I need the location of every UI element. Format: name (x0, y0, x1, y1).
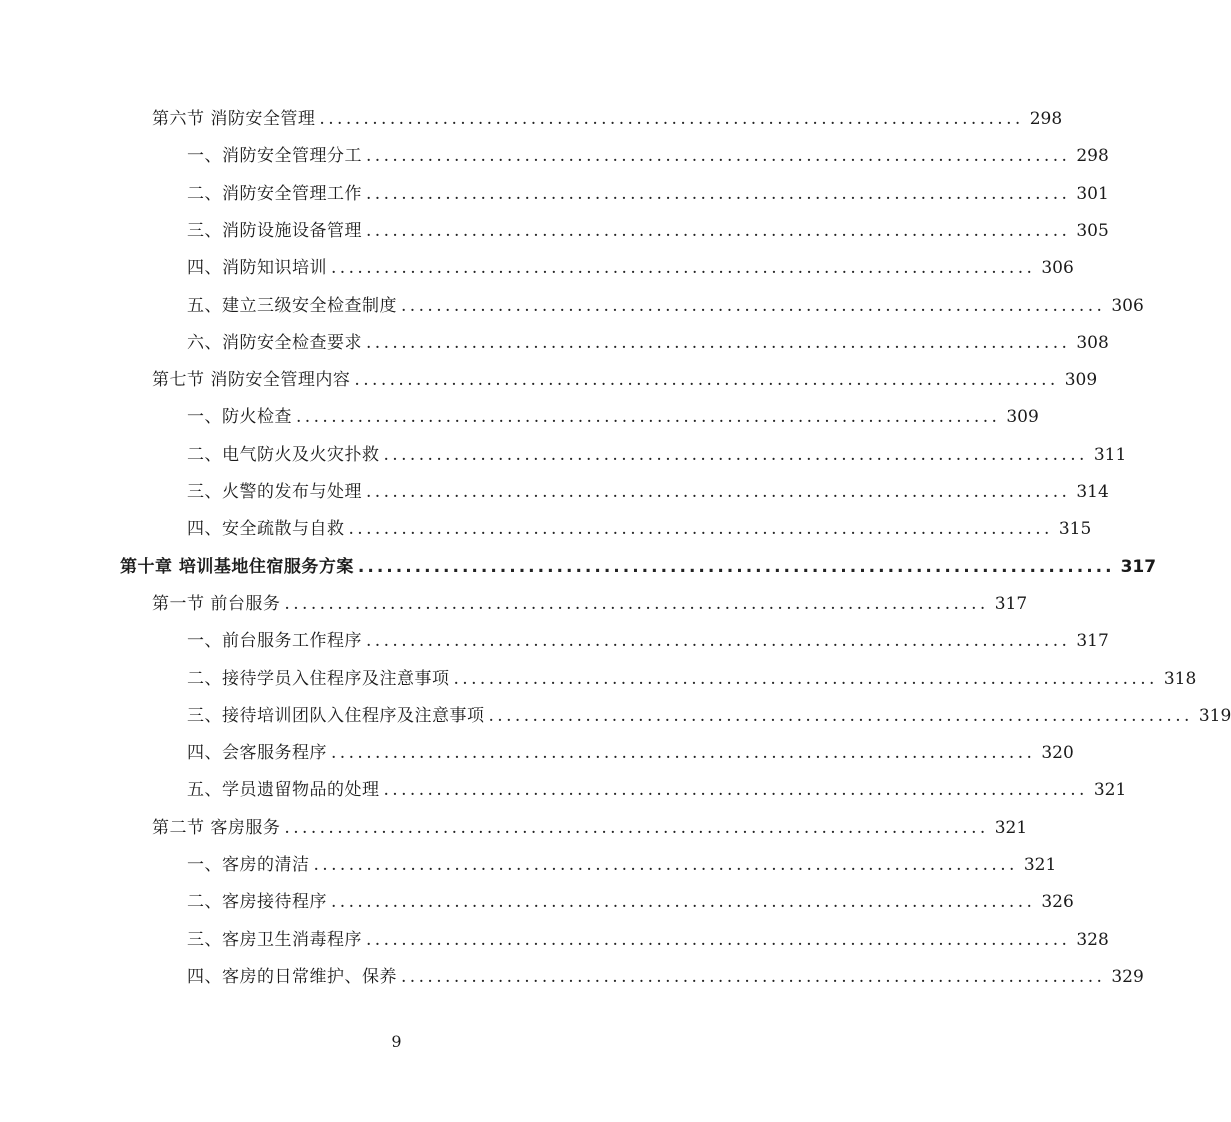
toc-entry-title: 二、客房接待程序 (187, 892, 327, 913)
toc-entry-page: 329 (1111, 966, 1144, 987)
toc-entry-title: 三、消防设施设备管理 (187, 220, 362, 241)
toc-dot-leader: ................................................................................ (366, 929, 1071, 950)
toc-entry-title: 二、电气防火及火灾扑救 (187, 444, 380, 465)
toc-dot-leader: ................................................................................ (331, 743, 1036, 764)
toc-item-entry[interactable] (187, 440, 1127, 470)
toc-entry-page: 319 (1198, 705, 1231, 726)
toc-entry-page: 321 (1023, 855, 1057, 875)
toc-entry-title: 三、客房卫生消毒程序 (187, 929, 362, 950)
toc-entry-title: 一、防火检查 (187, 407, 292, 428)
toc-item-entry[interactable] (187, 328, 1109, 358)
toc-entry-title: 第十章 培训基地住宿服务方案 (120, 556, 354, 577)
toc-entry-page: 321 (1093, 780, 1127, 801)
toc-item-entry[interactable] (187, 738, 1074, 768)
toc-item-entry[interactable] (187, 850, 1057, 880)
toc-entry-page: 305 (1076, 220, 1109, 241)
toc-item-entry[interactable] (187, 626, 1109, 656)
toc-section-entry[interactable] (152, 365, 1098, 395)
toc-entry-page: 321 (994, 817, 1028, 838)
toc-dot-leader: ................................................................................ (453, 668, 1158, 689)
toc-item-entry[interactable] (187, 925, 1109, 955)
toc-entry-title: 四、客房的日常维护、保养 (187, 966, 397, 987)
toc-dot-leader: ................................................................................ (366, 482, 1071, 502)
toc-entry-page: 309 (1006, 407, 1039, 428)
toc-dot-leader: ................................................................................ (354, 370, 1059, 391)
toc-item-entry[interactable] (187, 477, 1109, 507)
toc-entry-page: 315 (1058, 519, 1092, 540)
toc-entry-title: 三、接待培训团队入住程序及注意事项 (187, 705, 485, 726)
toc-entry-page: 317 (1120, 556, 1157, 577)
toc-entry-title: 第七节 消防安全管理内容 (152, 370, 351, 391)
toc-entry-page: 317 (1076, 631, 1109, 652)
toc-entry-title: 四、消防知识培训 (187, 258, 327, 279)
toc-item-entry[interactable] (187, 291, 1144, 321)
toc-entry-page: 314 (1076, 482, 1109, 502)
toc-section-entry[interactable] (152, 589, 1028, 619)
toc-entry-title: 六、消防安全检查要求 (187, 332, 362, 353)
toc-item-entry[interactable] (187, 141, 1109, 171)
toc-dot-leader: ................................................................................ (357, 556, 1115, 577)
toc-entry-page: 320 (1041, 743, 1074, 764)
toc-entry-title: 二、消防安全管理工作 (187, 183, 362, 204)
toc-dot-leader: ................................................................................ (284, 817, 989, 838)
toc-dot-leader: ................................................................................ (348, 519, 1053, 540)
toc-dot-leader: ................................................................................ (313, 855, 1018, 875)
toc-entry-page: 328 (1076, 929, 1109, 950)
toc-item-entry[interactable] (187, 253, 1074, 283)
toc-dot-leader: ................................................................................ (319, 109, 1024, 129)
toc-entry-page: 306 (1041, 258, 1074, 279)
toc-entry-title: 一、前台服务工作程序 (187, 631, 362, 652)
toc-entry-page: 306 (1111, 295, 1144, 316)
toc-entry-page: 298 (1029, 109, 1063, 129)
toc-item-entry[interactable] (187, 962, 1144, 992)
toc-dot-leader: ................................................................................ (331, 892, 1036, 913)
toc-item-entry[interactable] (187, 514, 1092, 544)
toc-item-entry[interactable] (187, 664, 1197, 694)
toc-dot-leader: ................................................................................ (383, 780, 1088, 801)
toc-dot-leader: ................................................................................ (366, 631, 1071, 652)
toc-entry-page: 301 (1076, 183, 1109, 204)
toc-dot-leader: ................................................................................ (488, 705, 1193, 726)
toc-entry-page: 298 (1076, 146, 1109, 167)
toc-dot-leader: ................................................................................ (366, 146, 1071, 167)
toc-dot-leader: ................................................................................ (366, 220, 1071, 241)
toc-dot-leader: ................................................................................ (383, 444, 1088, 465)
toc-entry-title: 五、学员遗留物品的处理 (187, 780, 380, 801)
toc-entry-title: 第一节 前台服务 (152, 593, 281, 614)
toc-entry-title: 一、消防安全管理分工 (187, 146, 362, 167)
toc-entry-page: 326 (1041, 892, 1074, 913)
toc-item-entry[interactable] (187, 216, 1109, 246)
toc-chapter-entry[interactable] (120, 552, 1157, 582)
toc-item-entry[interactable] (187, 701, 1231, 731)
toc-entry-title: 第二节 客房服务 (152, 817, 281, 838)
toc-entry-title: 四、安全疏散与自救 (187, 519, 345, 540)
toc-dot-leader: ................................................................................ (284, 593, 989, 614)
toc-item-entry[interactable] (187, 402, 1039, 432)
page-number: 9 (391, 1032, 402, 1051)
toc-dot-leader: ................................................................................ (401, 966, 1106, 987)
toc-entry-title: 二、接待学员入住程序及注意事项 (187, 668, 450, 689)
toc-item-entry[interactable] (187, 887, 1074, 917)
toc-item-entry[interactable] (187, 179, 1109, 209)
toc-entry-page: 318 (1163, 668, 1197, 689)
toc-entry-title: 三、火警的发布与处理 (187, 482, 362, 502)
toc-dot-leader: ................................................................................ (331, 258, 1036, 279)
toc-entry-page: 309 (1064, 370, 1098, 391)
toc-entry-page: 311 (1093, 444, 1127, 465)
toc-entry-title: 四、会客服务程序 (187, 743, 327, 764)
toc-dot-leader: ................................................................................ (296, 407, 1001, 428)
toc-entry-page: 308 (1076, 332, 1109, 353)
toc-dot-leader: ................................................................................ (366, 183, 1071, 204)
toc-entry-title: 五、建立三级安全检查制度 (187, 295, 397, 316)
toc-entry-title: 一、客房的清洁 (187, 855, 310, 875)
toc-item-entry[interactable] (187, 775, 1127, 805)
toc-section-entry[interactable] (152, 813, 1028, 843)
toc-section-entry[interactable] (152, 104, 1063, 134)
toc-entry-title: 第六节 消防安全管理 (152, 109, 316, 129)
toc-entry-page: 317 (994, 593, 1028, 614)
toc-dot-leader: ................................................................................ (401, 295, 1106, 316)
toc-dot-leader: ................................................................................ (366, 332, 1071, 353)
